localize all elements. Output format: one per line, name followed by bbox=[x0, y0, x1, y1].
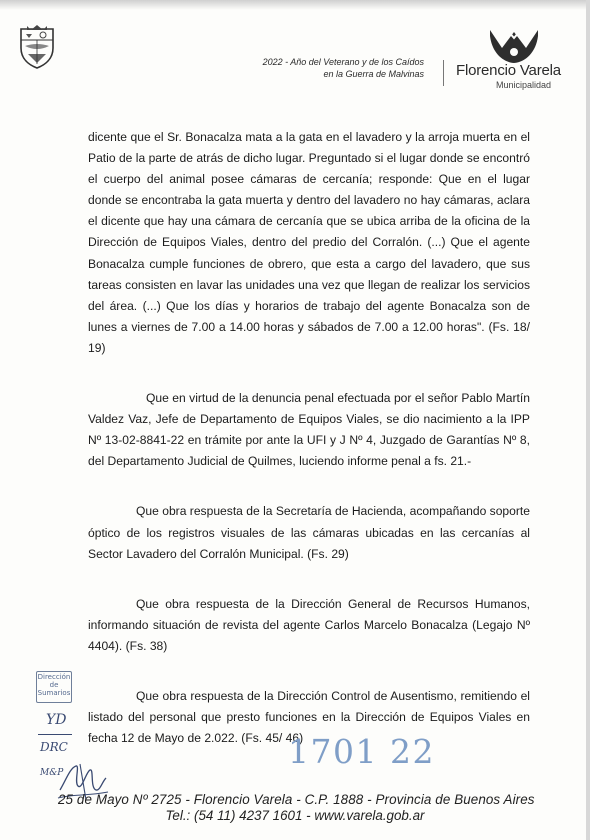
florencio-varela-logo-icon bbox=[486, 28, 542, 64]
paragraph-3: Que obra respuesta de la Secretaría de Hacienda, acompañando soporte óptico de los registros visuales de las cámaras ubicadas en las cercanías al Sector Lavadero del Corralón Municipal. (Fs. 29) bbox=[88, 504, 530, 561]
handwritten-underline bbox=[38, 734, 72, 735]
handwritten-initials-3: M&P bbox=[40, 768, 64, 778]
stamp-line-3: Sumarios bbox=[37, 689, 71, 697]
paragraph-4: Que obra respuesta de la Dirección General de Recursos Humanos, informando situación de revista del agente Carlos Marcelo Bonacalza (Legajo Nº 4404). (Fs. 38) bbox=[88, 596, 530, 653]
document-body bbox=[88, 127, 530, 749]
handwritten-initials-2: DRC bbox=[40, 740, 68, 754]
municipal-shield-icon bbox=[18, 24, 56, 70]
handwritten-initials-1: YD bbox=[46, 712, 67, 728]
paragraph-2: Que en virtud de la denuncia penal efectuada por el señor Pablo Martín Valdez Vaz, Jefe de Departamento de Equipos Viales, se dio nacimiento a la IPP Nº 13-02-8841-22 en trámite por ante la UFI y J Nº 4, Juzgado de Garantías Nº 8, del Departamento Judicial de Quilmes, luciendo informe penal a fs. 21.- bbox=[88, 391, 530, 469]
scan-edge-right bbox=[586, 0, 590, 840]
stamp-line-2: de bbox=[49, 681, 59, 689]
paragraph-1: dicente que el Sr. Bonacalza mata a la gata en el lavadero y la arroja muerta en el Patio de la parte de atrás de dicho lugar. Preguntado si el lugar donde se encontró el cuerpo del animal posee cámaras de cercanía; responde: Que en el lugar donde se encontraba la gata muerta y dentro del lavadero no hay cámaras, aclara el dicente que hay una cámara de cercanía que se ubica arriba de la oficina de la Dirección de Equipos Viales, dentro del predio del Corralón. (...) Que el agente Bonacalza cumple funciones de obrero, que esta a cargo del lavadero, que sus tareas consisten en lavar las unidades una vez que llegan de realizar los servicios del área. (...) Que los días y horarios de trabajo del agente Bonacalza son de lunes a viernes de 7.00 a 14.00 horas y sábados de 7.00 a 12.00 horas". (Fs. 18/ 19) bbox=[88, 130, 530, 355]
header-motto bbox=[238, 56, 424, 80]
footer-contact: Tel.: (54 11) 4237 1601 - www.varela.gob.ar bbox=[165, 808, 425, 823]
brand-name: Florencio Varela bbox=[456, 62, 561, 79]
stamp-text bbox=[36, 673, 72, 697]
header-divider bbox=[443, 60, 444, 86]
scan-edge-top bbox=[0, 0, 590, 10]
folio-number-stamp: 1701 22 bbox=[288, 732, 435, 771]
brand-subtitle: Municipalidad bbox=[496, 80, 552, 90]
motto-line-1: 2022 - Año del Veterano y de los Caídos bbox=[262, 57, 424, 67]
motto-line-2: en la Guerra de Malvinas bbox=[323, 69, 424, 79]
footer-address: 25 de Mayo Nº 2725 - Florencio Varela - C.P. 1888 - Provincia de Buenos Aires bbox=[58, 792, 535, 807]
stamp-line-1: Dirección bbox=[37, 673, 71, 681]
paragraph-5: Que obra respuesta de la Dirección Control de Ausentismo, remitiendo el listado del personal que presto funciones en la Dirección de Equipos Viales en fecha 12 de Mayo de 2.022. (Fs. 45/ 46) bbox=[88, 688, 530, 746]
